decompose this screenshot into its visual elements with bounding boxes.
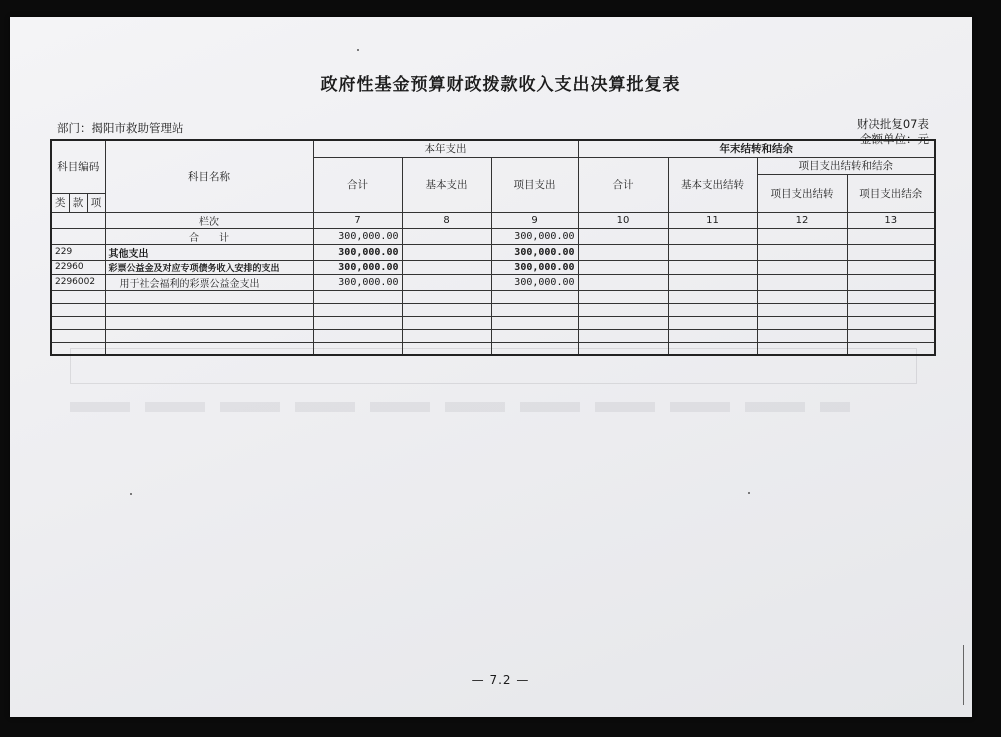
total-row-code-cell: [51, 228, 105, 244]
total-cell: 300,000.00: [491, 228, 578, 244]
header-lei: 类: [51, 193, 69, 212]
column-index-code-cell: [51, 212, 105, 228]
row-value: 300,000.00: [313, 260, 402, 274]
row-value: 300,000.00: [491, 244, 578, 260]
row-value: [578, 244, 668, 260]
page-number: — 7.2 —: [471, 673, 530, 687]
empty-row: [51, 316, 935, 329]
header-total: 合计: [313, 157, 402, 212]
column-number: 10: [578, 212, 668, 228]
form-code: 财决批复07表: [856, 117, 929, 131]
header-total-2: 合计: [578, 157, 668, 212]
total-cell: [668, 228, 757, 244]
header-basic-carryover: 基本支出结转: [668, 157, 757, 212]
empty-row: [51, 290, 935, 303]
header-current-year-expense: 本年支出: [313, 140, 578, 157]
total-cell: [402, 228, 491, 244]
row-value: 300,000.00: [491, 260, 578, 274]
approval-table: [50, 139, 936, 356]
row-code: 229: [51, 244, 105, 260]
empty-row: [51, 303, 935, 316]
row-value: [668, 274, 757, 290]
row-value: [668, 244, 757, 260]
row-value: [847, 244, 935, 260]
table-row: [51, 260, 935, 274]
header-subject-code: 科目编码: [51, 140, 105, 193]
row-value: 300,000.00: [313, 244, 402, 260]
amount-unit: 金额单位：元: [860, 132, 929, 146]
header-year-end-balance: 年末结转和结余: [578, 140, 935, 157]
total-cell: [757, 228, 847, 244]
table-row: [51, 244, 935, 260]
department-label: 部门：揭阳市救助管理站: [57, 121, 184, 135]
row-value: [402, 274, 491, 290]
row-name: 其他支出: [105, 244, 313, 260]
header-project-balance: 项目支出结余: [847, 174, 935, 212]
paper-speck: [130, 493, 132, 495]
row-value: 300,000.00: [491, 274, 578, 290]
row-value: [757, 274, 847, 290]
total-cell: [847, 228, 935, 244]
row-code: 22960: [51, 260, 105, 274]
row-name: 彩票公益金及对应专项债务收入安排的支出: [105, 260, 313, 274]
row-code: 2296002: [51, 274, 105, 290]
row-value: [402, 244, 491, 260]
table-row: [51, 274, 935, 290]
row-value: [757, 260, 847, 274]
paper-speck: [357, 49, 359, 51]
column-number: 9: [491, 212, 578, 228]
header-project-carryover: 项目支出结转: [757, 174, 847, 212]
column-number: 11: [668, 212, 757, 228]
row-value: [757, 244, 847, 260]
bleed-through-text: [70, 402, 850, 412]
row-value: [668, 260, 757, 274]
row-value: [578, 260, 668, 274]
row-value: [578, 274, 668, 290]
empty-row: [51, 329, 935, 342]
paper-speck: [748, 492, 750, 494]
header-subject-name: 科目名称: [105, 140, 313, 212]
total-cell: 300,000.00: [313, 228, 402, 244]
row-value: [847, 260, 935, 274]
empty-row: [51, 342, 935, 355]
row-value: [402, 260, 491, 274]
column-number: 12: [757, 212, 847, 228]
column-number: 13: [847, 212, 935, 228]
total-cell: [578, 228, 668, 244]
header-kuan: 款: [69, 193, 87, 212]
header-basic-expense: 基本支出: [402, 157, 491, 212]
row-value: [847, 274, 935, 290]
row-name: 用于社会福利的彩票公益金支出: [105, 274, 313, 290]
column-index-label: 栏次: [105, 212, 313, 228]
document-title: 政府性基金预算财政拨款收入支出决算批复表: [320, 75, 681, 95]
column-number: 8: [402, 212, 491, 228]
header-project-expense: 项目支出: [491, 157, 578, 212]
total-row-label: 合 计: [105, 228, 313, 244]
header-project-carry-balance: 项目支出结转和结余: [757, 157, 935, 174]
row-value: 300,000.00: [313, 274, 402, 290]
column-number: 7: [313, 212, 402, 228]
header-xiang: 项: [87, 193, 105, 212]
